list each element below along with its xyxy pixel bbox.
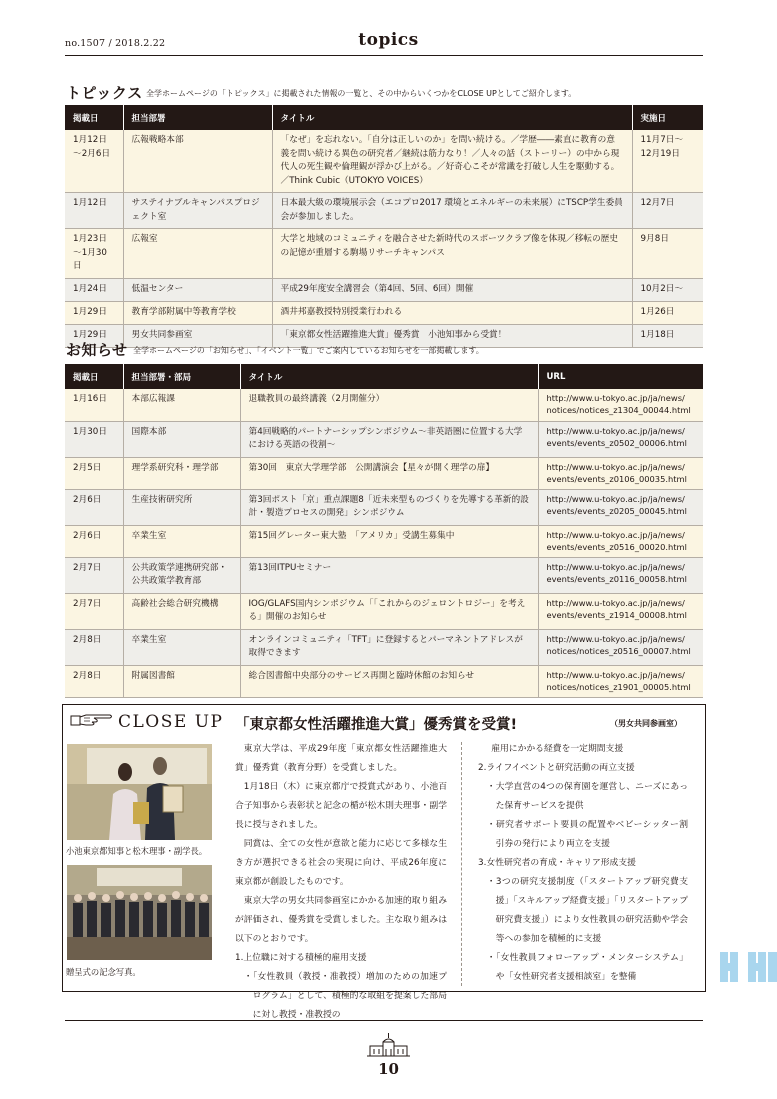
table-cell: 退職教員の最終講義（2月開催分）: [240, 389, 538, 421]
notices-column-header: タイトル: [240, 364, 538, 389]
table-cell[interactable]: http://www.u-tokyo.ac.jp/ja/news/ events/events_z1914_00008.html: [538, 593, 703, 629]
table-cell: 2月5日: [65, 457, 123, 489]
table-cell: 本部広報課: [123, 389, 240, 421]
table-cell: 男女共同参画室: [123, 324, 272, 347]
table-cell: 公共政策学連携研究部・公共政策学教育部: [123, 557, 240, 593]
table-row: [65, 593, 703, 629]
col1-item-1: 1.上位職に対する積極的雇用支援: [235, 953, 367, 963]
table-cell: 1月23日 〜1月30日: [65, 229, 123, 279]
topics-column-header: 実施日: [632, 105, 703, 130]
closeup-dept: （男女共同参画室）: [610, 719, 682, 728]
table-cell: 1月12日: [65, 193, 123, 229]
table-cell: 2月7日: [65, 557, 123, 593]
table-cell: 第15回グレーター東大塾 「アメリカ」受講生募集中: [240, 525, 538, 557]
table-cell: 理学系研究科・理学部: [123, 457, 240, 489]
table-cell: 第30回 東京大学理学部 公開講演会【星々が開く理学の扉】: [240, 457, 538, 489]
col2-bullet-1: ・大学直営の4つの保育園を運営し、ニーズにあった保育サービスを提供: [486, 782, 688, 811]
table-cell: 1月26日: [632, 301, 703, 324]
notices-heading: お知らせ: [66, 341, 128, 359]
topics-column-header: 掲載日: [65, 105, 123, 130]
col2-line-1: 雇用にかかる経費を一定期間支援: [491, 744, 624, 754]
table-cell: 広報戦略本部: [123, 130, 272, 193]
table-cell: サステイナブルキャンパスプロジェクト室: [123, 193, 272, 229]
table-row: [65, 665, 703, 697]
col2-item-3: 3.女性研究者の育成・キャリア形成支援: [478, 858, 636, 868]
table-cell: 12月7日: [632, 193, 703, 229]
topics-heading: トピックス: [66, 84, 143, 102]
table-cell: 日本最大級の環境展示会（エコプロ2017 環境とエネルギーの未来展）にTSCP学生委員会が参加しました。: [272, 193, 632, 229]
table-row: [65, 489, 703, 525]
table-cell[interactable]: http://www.u-tokyo.ac.jp/ja/news/ events/events_z0116_00058.html: [538, 557, 703, 593]
table-cell: 1月30日: [65, 421, 123, 457]
table-cell: 第3回ポスト「京」重点課題8「近未来型ものづくりを先導する革新的設計・製造プロセスの開発」シンポジウム: [240, 489, 538, 525]
table-cell[interactable]: http://www.u-tokyo.ac.jp/ja/news/ events/events_z0106_00035.html: [538, 457, 703, 489]
topics-column-header: タイトル: [272, 105, 632, 130]
table-cell: 酒井邦嘉教授特別授業行われる: [272, 301, 632, 324]
issue-number: no.1507 / 2018.2.22: [65, 38, 166, 49]
table-cell: 1月29日: [65, 301, 123, 324]
table-row: [65, 301, 703, 324]
auditorium-icon: [366, 1032, 411, 1062]
table-row: [65, 557, 703, 593]
table-cell: 2月8日: [65, 629, 123, 665]
table-cell: 10月2日〜: [632, 278, 703, 301]
table-cell: 1月12日 〜2月6日: [65, 130, 123, 193]
table-cell: 1月29日: [65, 324, 123, 347]
pointing-hand-icon: [70, 711, 114, 733]
table-cell: 総合図書館中央部分のサービス再開と臨時休館のお知らせ: [240, 665, 538, 697]
table-cell: 第13回ITPUセミナー: [240, 557, 538, 593]
col2-bullet-3: ・3つの研究支援制度（「スタートアップ研究費支援」「スキルアップ経費支援」「リスタートアップ研究費支援」）により女性教員の研究活動や学会等への参加を積極的に支援: [486, 877, 688, 944]
closeup-column-2: [478, 740, 688, 987]
page-number: 10: [378, 1060, 399, 1078]
table-cell[interactable]: http://www.u-tokyo.ac.jp/ja/news/ notices/notices_z1901_00005.html: [538, 665, 703, 697]
table-cell: 1月24日: [65, 278, 123, 301]
column-divider: [461, 742, 462, 986]
col1-para-4: 東京大学の男女共同参画室にかかる加速的取り組みが評価され、優秀賞を受賞しました。主な取り組みは以下のとおりです。: [235, 896, 447, 944]
header-rule: [65, 55, 703, 56]
table-row: [65, 389, 703, 421]
col1-para-3: 同賞は、全ての女性が意欲と能力に応じて多様な生き方が選択できる社会の実現に向け、平成26年度に東京都が創設したものです。: [235, 839, 447, 887]
side-tab-decoration: [720, 952, 777, 986]
topics-table: [65, 105, 703, 348]
table-cell: オンラインコミュニティ「TFT」に登録するとパーマネントアドレスが取得できます: [240, 629, 538, 665]
footer-rule: [65, 1020, 703, 1021]
table-cell: 2月6日: [65, 489, 123, 525]
table-row: [65, 130, 703, 193]
table-cell: 高齢社会総合研究機構: [123, 593, 240, 629]
topics-description: 全学ホームページの「トピックス」に掲載された情報の一覧と、その中からいくつかをCLOSE UPとしてご紹介します。: [146, 89, 577, 98]
page-title: topics: [358, 30, 419, 50]
table-cell[interactable]: http://www.u-tokyo.ac.jp/ja/news/ events/events_z0502_00006.html: [538, 421, 703, 457]
closeup-column-1: [235, 740, 447, 1025]
table-row: [65, 421, 703, 457]
table-cell: 2月8日: [65, 665, 123, 697]
notices-description: 全学ホームページの「お知らせ」、「イベント一覧」でご案内しているお知らせを一部掲載します。: [133, 346, 484, 355]
col1-bullet-1: ・「女性教員（教授・准教授）増加のための加速プログラム」として、積極的な取組を提案した部局に対し教授・准教授の: [243, 972, 447, 1020]
table-cell: 附属図書館: [123, 665, 240, 697]
topics-column-header: 担当部署: [123, 105, 272, 130]
notices-table: [65, 364, 703, 698]
table-row: [65, 629, 703, 665]
col2-item-2: 2.ライフイベントと研究活動の両立支援: [478, 763, 635, 773]
table-row: [65, 229, 703, 279]
table-cell: 低温センター: [123, 278, 272, 301]
table-row: [65, 324, 703, 347]
photo1-caption: 小池東京都知事と松木理事・副学長。: [66, 846, 208, 856]
table-cell: 9月8日: [632, 229, 703, 279]
table-cell: 1月18日: [632, 324, 703, 347]
notices-column-header: 担当部署・部局: [123, 364, 240, 389]
table-cell: 卒業生室: [123, 629, 240, 665]
table-cell: 2月6日: [65, 525, 123, 557]
table-cell: 大学と地域のコミュニティを融合させた新時代のスポーツクラブ像を体現／移転の歴史の記憶が重層する駒場リサーチキャンパス: [272, 229, 632, 279]
table-cell: 国際本部: [123, 421, 240, 457]
table-row: [65, 278, 703, 301]
table-cell: IOG/GLAFS国内シンポジウム「「これからのジェロントロジー」を考える」開催のお知らせ: [240, 593, 538, 629]
table-cell: 生産技術研究所: [123, 489, 240, 525]
table-cell: 卒業生室: [123, 525, 240, 557]
table-cell: 「東京都女性活躍推進大賞」優秀賞 小池知事から受賞！: [272, 324, 632, 347]
col2-bullet-4: ・「女性教員フォローアップ・メンターシステム」や「女性研究者支援相談室」を整備: [486, 953, 688, 982]
table-cell: 11月7日〜 12月19日: [632, 130, 703, 193]
table-cell: 広報室: [123, 229, 272, 279]
table-cell[interactable]: http://www.u-tokyo.ac.jp/ja/news/ events/events_z0205_00045.html: [538, 489, 703, 525]
table-cell[interactable]: http://www.u-tokyo.ac.jp/ja/news/ notices/notices_z1304_00044.html: [538, 389, 703, 421]
col1-para-1: 東京大学は、平成29年度「東京都女性活躍推進大賞」優秀賞（教育分野）を受賞しました。: [235, 744, 447, 773]
col2-bullet-2: ・研究者サポート要員の配置やベビーシッター割引券の発行により両立を支援: [486, 820, 688, 849]
group-photo: [67, 865, 212, 960]
notices-column-header: 掲載日: [65, 364, 123, 389]
table-cell: 教育学部附属中等教育学校: [123, 301, 272, 324]
col1-para-2: 1月18日（木）に東京都庁で授賞式があり、小池百合子知事から表彰状と記念の楯が松木則夫理事・副学長に授与されました。: [235, 782, 447, 830]
table-cell: 1月16日: [65, 389, 123, 421]
photo2-caption: 贈呈式の記念写真。: [66, 967, 141, 977]
table-cell[interactable]: http://www.u-tokyo.ac.jp/ja/news/ events/events_z0516_00020.html: [538, 525, 703, 557]
closeup-label: CLOSE UP: [118, 712, 224, 732]
notices-column-header: URL: [538, 364, 703, 389]
closeup-title: 「東京都女性活躍推進大賞」優秀賞を受賞!: [235, 717, 518, 733]
table-cell: 2月7日: [65, 593, 123, 629]
table-cell: 第4回戦略的パートナーシップシンポジウム〜非英語圏に位置する大学における英語の役割〜: [240, 421, 538, 457]
table-row: [65, 457, 703, 489]
table-cell: 平成29年度安全講習会（第4回、5回、6回）開催: [272, 278, 632, 301]
table-row: [65, 193, 703, 229]
table-cell: 「なぜ」を忘れない。「自分は正しいのか」を問い続ける。／学歴――素直に教育の意義を問い続ける異色の研究者／継続は筋力なり！／人々の話（ストーリー）の中から現代人の死生観や倫理観が浮かび上がる。／好奇心こそが常識を打破し人生を駆動する。／Think Cubic（UTOKYO VOICES）: [272, 130, 632, 193]
table-cell[interactable]: http://www.u-tokyo.ac.jp/ja/news/ notices/notices_z0516_00007.html: [538, 629, 703, 665]
award-photo: [67, 744, 212, 840]
table-row: [65, 525, 703, 557]
